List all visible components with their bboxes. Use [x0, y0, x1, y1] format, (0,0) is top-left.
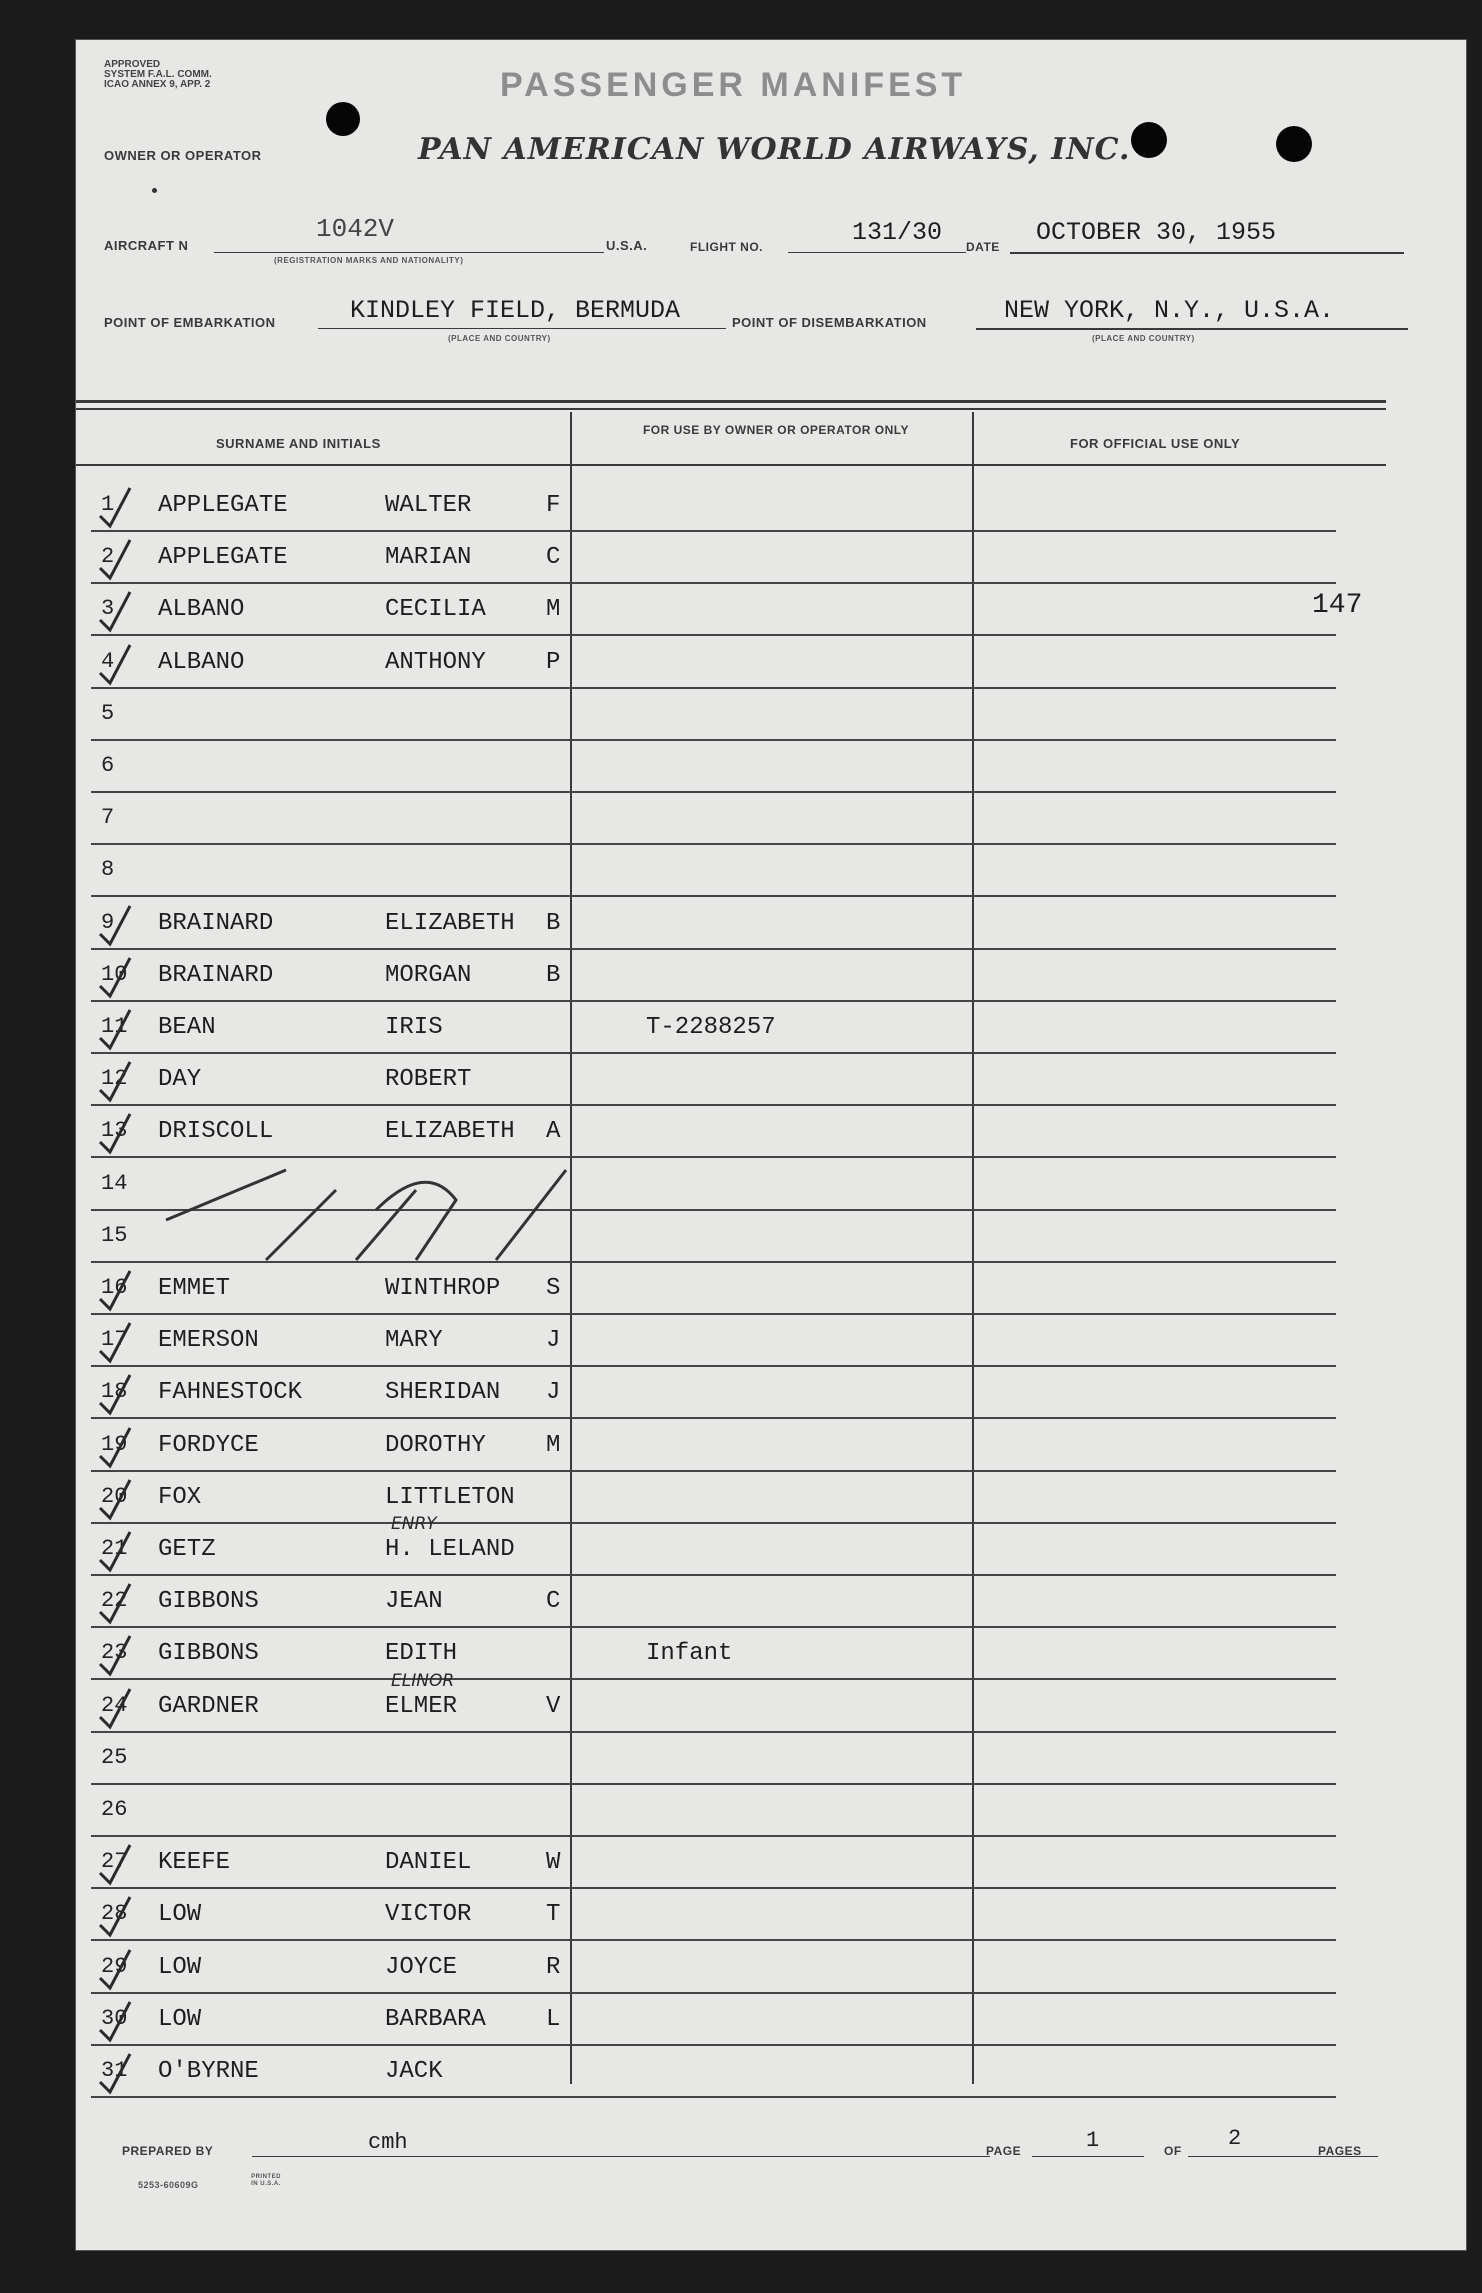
- table-row: [91, 845, 1336, 897]
- initial-cell: J: [546, 1327, 561, 1355]
- surname-cell: ALBANO: [158, 648, 245, 676]
- surname-cell: DAY: [158, 1066, 202, 1094]
- surname-cell: BRAINARD: [158, 909, 274, 937]
- check-mark-icon: [96, 1108, 136, 1156]
- table-row: [91, 1002, 1336, 1054]
- aircraft-label: AIRCRAFT N: [104, 238, 189, 253]
- margin-note: 147: [1312, 590, 1363, 621]
- check-mark-icon: [96, 900, 136, 948]
- check-mark-icon: [96, 1056, 136, 1104]
- row-number: 28: [101, 1901, 128, 1927]
- surname-cell: LOW: [158, 2005, 202, 2033]
- flight-value: 131/30: [852, 218, 943, 247]
- airline-name: PAN AMERICAN WORLD AIRWAYS, INC.: [418, 132, 1131, 167]
- row-number: 24: [101, 1692, 128, 1718]
- approval-line-2: SYSTEM F.A.L. COMM.: [104, 69, 212, 80]
- surname-cell: LOW: [158, 1953, 202, 1981]
- table-row: [91, 741, 1336, 793]
- check-mark-icon: [96, 1839, 136, 1887]
- table-row: [91, 1670, 1336, 1733]
- column-header-surname: SURNAME AND INITIALS: [216, 436, 381, 451]
- given-name-cell: ELIZABETH: [385, 909, 515, 937]
- row-number: 1: [101, 492, 115, 517]
- check-mark-icon: [96, 1422, 136, 1470]
- disembark-value: NEW YORK, N.Y., U.S.A.: [1004, 296, 1335, 325]
- row-number: 8: [101, 857, 115, 883]
- row-number: 15: [101, 1222, 128, 1248]
- table-row: [91, 950, 1336, 1002]
- page-label: PAGE: [986, 2144, 1022, 2158]
- row-number: 26: [101, 1797, 128, 1822]
- row-number: 9: [101, 909, 115, 935]
- surname-cell: O'BYRNE: [158, 2058, 259, 2085]
- punch-hole-left: [326, 102, 360, 136]
- embark-label: POINT OF EMBARKATION: [104, 315, 276, 330]
- given-name-cell: DOROTHY: [385, 1431, 486, 1459]
- check-mark-icon: [96, 1996, 136, 2044]
- given-name-cell: MARIAN: [385, 544, 472, 572]
- initial-cell: T: [546, 1901, 561, 1929]
- initial-cell: F: [546, 492, 561, 519]
- row-number: 17: [101, 1327, 128, 1353]
- date-underline: [1010, 252, 1404, 254]
- surname-cell: GARDNER: [158, 1692, 259, 1720]
- table-row: [91, 1837, 1336, 1889]
- column-header-official: FOR OFFICIAL USE ONLY: [1070, 436, 1241, 451]
- table-row: [91, 1367, 1336, 1419]
- surname-cell: ALBANO: [158, 596, 245, 624]
- row-number: 18: [101, 1379, 128, 1405]
- given-name-cell: SHERIDAN: [385, 1379, 501, 1407]
- check-mark-icon: [96, 1265, 136, 1313]
- approval-line-1: APPROVED: [104, 59, 161, 70]
- initial-cell: J: [546, 1379, 561, 1407]
- pages-label: PAGES: [1318, 2144, 1362, 2158]
- given-name-cell: H. LELAND: [385, 1536, 515, 1563]
- row-number: 13: [101, 1118, 128, 1144]
- column-header-rule: [76, 464, 1386, 466]
- check-mark-icon: [96, 1004, 136, 1052]
- given-name-cell: VICTOR: [385, 1901, 472, 1929]
- date-value: OCTOBER 30, 1955: [1036, 218, 1277, 247]
- given-name-cell: DANIEL: [385, 1849, 472, 1877]
- owner-use-cell: T-2288257: [646, 1014, 776, 1041]
- table-row: [91, 689, 1336, 741]
- row-number: 31: [101, 2058, 128, 2083]
- row-number: 23: [101, 1640, 128, 1666]
- initial-cell: C: [546, 544, 561, 572]
- surname-cell: GIBBONS: [158, 1588, 259, 1616]
- check-mark-icon: [96, 1474, 136, 1522]
- row-number: 21: [101, 1536, 128, 1561]
- initial-cell: L: [546, 2005, 561, 2033]
- check-mark-icon: [96, 1317, 136, 1365]
- check-mark-icon: [96, 1891, 136, 1939]
- given-name-cell: BARBARA: [385, 2005, 486, 2033]
- handwritten-annotation: ENRY: [391, 1514, 437, 1534]
- approval-line-3: ICAO ANNEX 9, APP. 2: [104, 79, 211, 90]
- check-mark-icon: [96, 1630, 136, 1678]
- table-row: [91, 1889, 1336, 1941]
- flight-underline: [788, 252, 966, 253]
- surname-cell: LOW: [158, 1901, 202, 1929]
- initial-cell: S: [546, 1275, 561, 1302]
- table-row: [91, 1942, 1336, 1994]
- check-mark-icon: [96, 952, 136, 1000]
- column-header-owner-text: FOR USE BY OWNER OR OPERATOR ONLY: [642, 423, 910, 437]
- table-row: [91, 1628, 1336, 1680]
- initial-cell: P: [546, 648, 561, 676]
- surname-cell: EMERSON: [158, 1327, 259, 1355]
- aircraft-underline: [214, 252, 604, 253]
- table-row: [91, 1054, 1336, 1106]
- check-mark-icon: [96, 1526, 136, 1574]
- table-row: [91, 1420, 1336, 1472]
- owner-label: OWNER OR OPERATOR: [104, 148, 262, 163]
- row-number: 12: [101, 1066, 128, 1092]
- initial-cell: R: [546, 1953, 561, 1981]
- row-number: 10: [101, 961, 128, 987]
- table-row: [91, 637, 1336, 689]
- embark-value: KINDLEY FIELD, BERMUDA: [350, 296, 681, 325]
- row-number: 25: [101, 1744, 128, 1770]
- surname-cell: FAHNESTOCK: [158, 1379, 303, 1407]
- flight-label: FLIGHT NO.: [690, 240, 763, 254]
- surname-cell: APPLEGATE: [158, 544, 288, 572]
- given-name-cell: WINTHROP: [385, 1275, 501, 1302]
- aircraft-value: 1042V: [316, 214, 395, 244]
- check-mark-icon: [96, 482, 136, 530]
- table-row: [91, 1994, 1336, 2046]
- row-number: 5: [101, 700, 115, 726]
- approval-note: [104, 60, 212, 90]
- initial-cell: B: [546, 909, 561, 937]
- table-row: [91, 1785, 1336, 1837]
- check-mark-icon: [96, 1944, 136, 1992]
- initial-cell: A: [546, 1118, 561, 1146]
- surname-cell: FORDYCE: [158, 1431, 259, 1459]
- table-row: [91, 1576, 1336, 1628]
- surname-cell: GIBBONS: [158, 1640, 259, 1668]
- initial-cell: B: [546, 961, 561, 989]
- header-rule-bottom: [76, 408, 1386, 410]
- prepared-value: cmh: [368, 2130, 408, 2155]
- given-name-cell: JOYCE: [385, 1953, 458, 1981]
- table-row: [91, 898, 1336, 950]
- row-number: 3: [101, 596, 115, 622]
- given-name-cell: EDITH: [385, 1640, 458, 1668]
- disembark-label: POINT OF DISEMBARKATION: [732, 315, 927, 330]
- initial-cell: V: [546, 1692, 561, 1720]
- table-row: [91, 532, 1336, 584]
- initial-cell: M: [546, 1431, 561, 1459]
- initial-cell: M: [546, 596, 561, 624]
- prepared-label: PREPARED BY: [122, 2144, 214, 2158]
- row-number: 20: [101, 1483, 128, 1509]
- date-label: DATE: [966, 240, 1000, 254]
- given-name-cell: MARY: [385, 1327, 443, 1355]
- surname-cell: FOX: [158, 1483, 202, 1511]
- table-row: [91, 2046, 1336, 2098]
- check-mark-icon: [96, 1369, 136, 1417]
- surname-cell: KEEFE: [158, 1849, 231, 1877]
- check-mark-icon: [96, 1578, 136, 1626]
- page-value: 1: [1086, 2128, 1100, 2153]
- table-row: [91, 1315, 1336, 1367]
- table-row: [91, 1472, 1336, 1524]
- check-mark-icon: [96, 2048, 136, 2096]
- punch-hole-right-1: [1131, 122, 1167, 158]
- usa-label: U.S.A.: [606, 238, 648, 253]
- table-row: [91, 1733, 1336, 1785]
- given-name-cell: LITTLETON: [385, 1483, 515, 1511]
- surname-cell: BRAINARD: [158, 961, 274, 989]
- given-name-cell: WALTER: [385, 492, 472, 519]
- form-number: 5253-60609G: [138, 2180, 199, 2190]
- check-mark-icon: [96, 639, 136, 687]
- row-number: 6: [101, 753, 115, 778]
- manifest-sheet: [76, 40, 1466, 2250]
- surname-cell: APPLEGATE: [158, 492, 288, 519]
- owner-use-cell: Infant: [646, 1640, 733, 1668]
- cancel-scribble: [136, 1150, 596, 1280]
- row-number: 22: [101, 1588, 128, 1614]
- row-number: 11: [101, 1014, 128, 1039]
- surname-cell: DRISCOLL: [158, 1118, 274, 1146]
- aircraft-sublabel: (REGISTRATION MARKS AND NATIONALITY): [274, 256, 464, 265]
- disembark-underline: [976, 328, 1408, 330]
- initial-cell: C: [546, 1588, 561, 1616]
- row-number: 19: [101, 1431, 128, 1457]
- given-name-cell: CECILIA: [385, 596, 486, 624]
- row-number: 29: [101, 1953, 128, 1979]
- row-number: 14: [101, 1170, 128, 1196]
- given-name-cell: MORGAN: [385, 961, 472, 989]
- initial-cell: W: [546, 1849, 561, 1877]
- row-number: 2: [101, 544, 115, 570]
- check-mark-icon: [96, 1683, 136, 1731]
- printed-note: PRINTED IN U.S.A.: [251, 2174, 281, 2187]
- row-rule: [91, 2096, 1336, 2098]
- surname-cell: GETZ: [158, 1536, 216, 1563]
- column-header-owner: [636, 424, 916, 436]
- check-mark-icon: [96, 534, 136, 582]
- tick-mark: [152, 188, 157, 193]
- embark-underline: [318, 328, 726, 329]
- disembark-sublabel: (PLACE AND COUNTRY): [1092, 334, 1195, 343]
- table-row: [91, 584, 1336, 636]
- embark-sublabel: (PLACE AND COUNTRY): [448, 334, 551, 343]
- given-name-cell: JEAN: [385, 1588, 443, 1616]
- given-name-cell: ELIZABETH: [385, 1118, 515, 1146]
- surname-cell: EMMET: [158, 1275, 231, 1302]
- page-title: PASSENGER MANIFEST: [500, 66, 967, 104]
- handwritten-annotation: ELINOR: [391, 1670, 455, 1691]
- page-underline: [1032, 2156, 1144, 2157]
- row-number: 7: [101, 805, 115, 831]
- given-name-cell: ELMER: [385, 1692, 458, 1720]
- header-rule-top: [76, 400, 1386, 403]
- punch-hole-right-2: [1276, 126, 1312, 162]
- table-row: [91, 1514, 1336, 1576]
- table-row: [91, 793, 1336, 845]
- table-row: [91, 480, 1336, 532]
- of-label: OF: [1164, 2144, 1182, 2158]
- given-name-cell: IRIS: [385, 1014, 443, 1041]
- given-name-cell: JACK: [385, 2058, 443, 2085]
- given-name-cell: ROBERT: [385, 1066, 472, 1094]
- given-name-cell: ANTHONY: [385, 648, 486, 676]
- row-number: 4: [101, 648, 115, 674]
- prepared-underline: [252, 2156, 990, 2157]
- row-number: 27: [101, 1849, 128, 1875]
- of-value: 2: [1228, 2126, 1242, 2151]
- row-number: 30: [101, 2005, 128, 2031]
- row-number: 16: [101, 1275, 128, 1300]
- check-mark-icon: [96, 586, 136, 634]
- surname-cell: BEAN: [158, 1014, 216, 1041]
